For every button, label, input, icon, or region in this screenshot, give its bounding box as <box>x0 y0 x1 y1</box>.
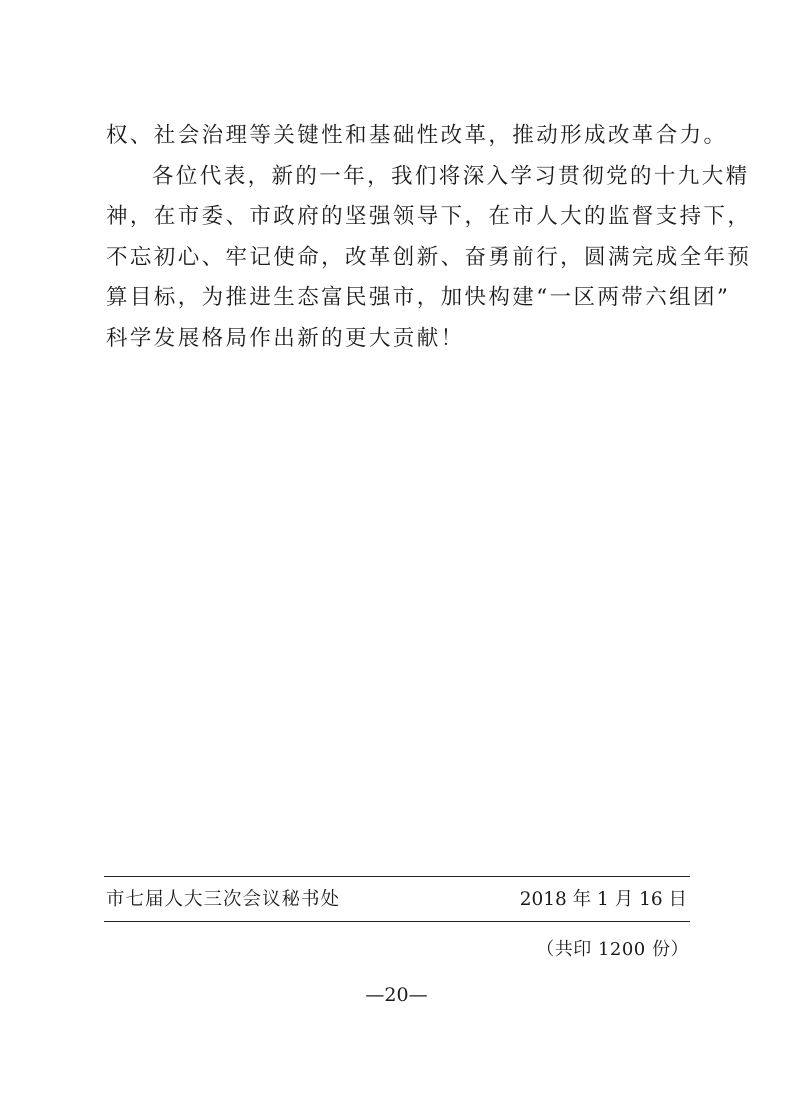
print-copies-note: （共印 1200 份） <box>536 939 689 960</box>
text-line: 各位代表，新的一年，我们将深入学习贯彻党的十九大精 <box>152 163 750 189</box>
issue-date: 2018 年 1 月 16 日 <box>519 889 687 910</box>
footer-top-rule <box>104 876 690 877</box>
body-text <box>106 116 752 359</box>
paragraph-continuation <box>106 116 728 157</box>
text-line: 算目标，为推进生态富民强市，加快构建“一区两带六组团” <box>106 285 731 310</box>
footer-bottom-rule <box>104 921 690 922</box>
paragraph-closing <box>106 157 752 360</box>
text-line: 神，在市委、市政府的坚强领导下，在市人大的监督支持下， <box>106 204 752 229</box>
issuer-name: 市七届人大三次会议秘书处 <box>106 889 341 910</box>
text-line: 不忘初心、牢记使命，改革创新、奋勇前行，圆满完成全年预 <box>106 244 752 270</box>
text-line: 权、社会治理等关键性和基础性改革，推动形成改革合力。 <box>106 123 728 148</box>
page-number: —20— <box>365 984 428 1006</box>
text-line: 科学发展格局作出新的更大贡献！ <box>106 325 465 351</box>
